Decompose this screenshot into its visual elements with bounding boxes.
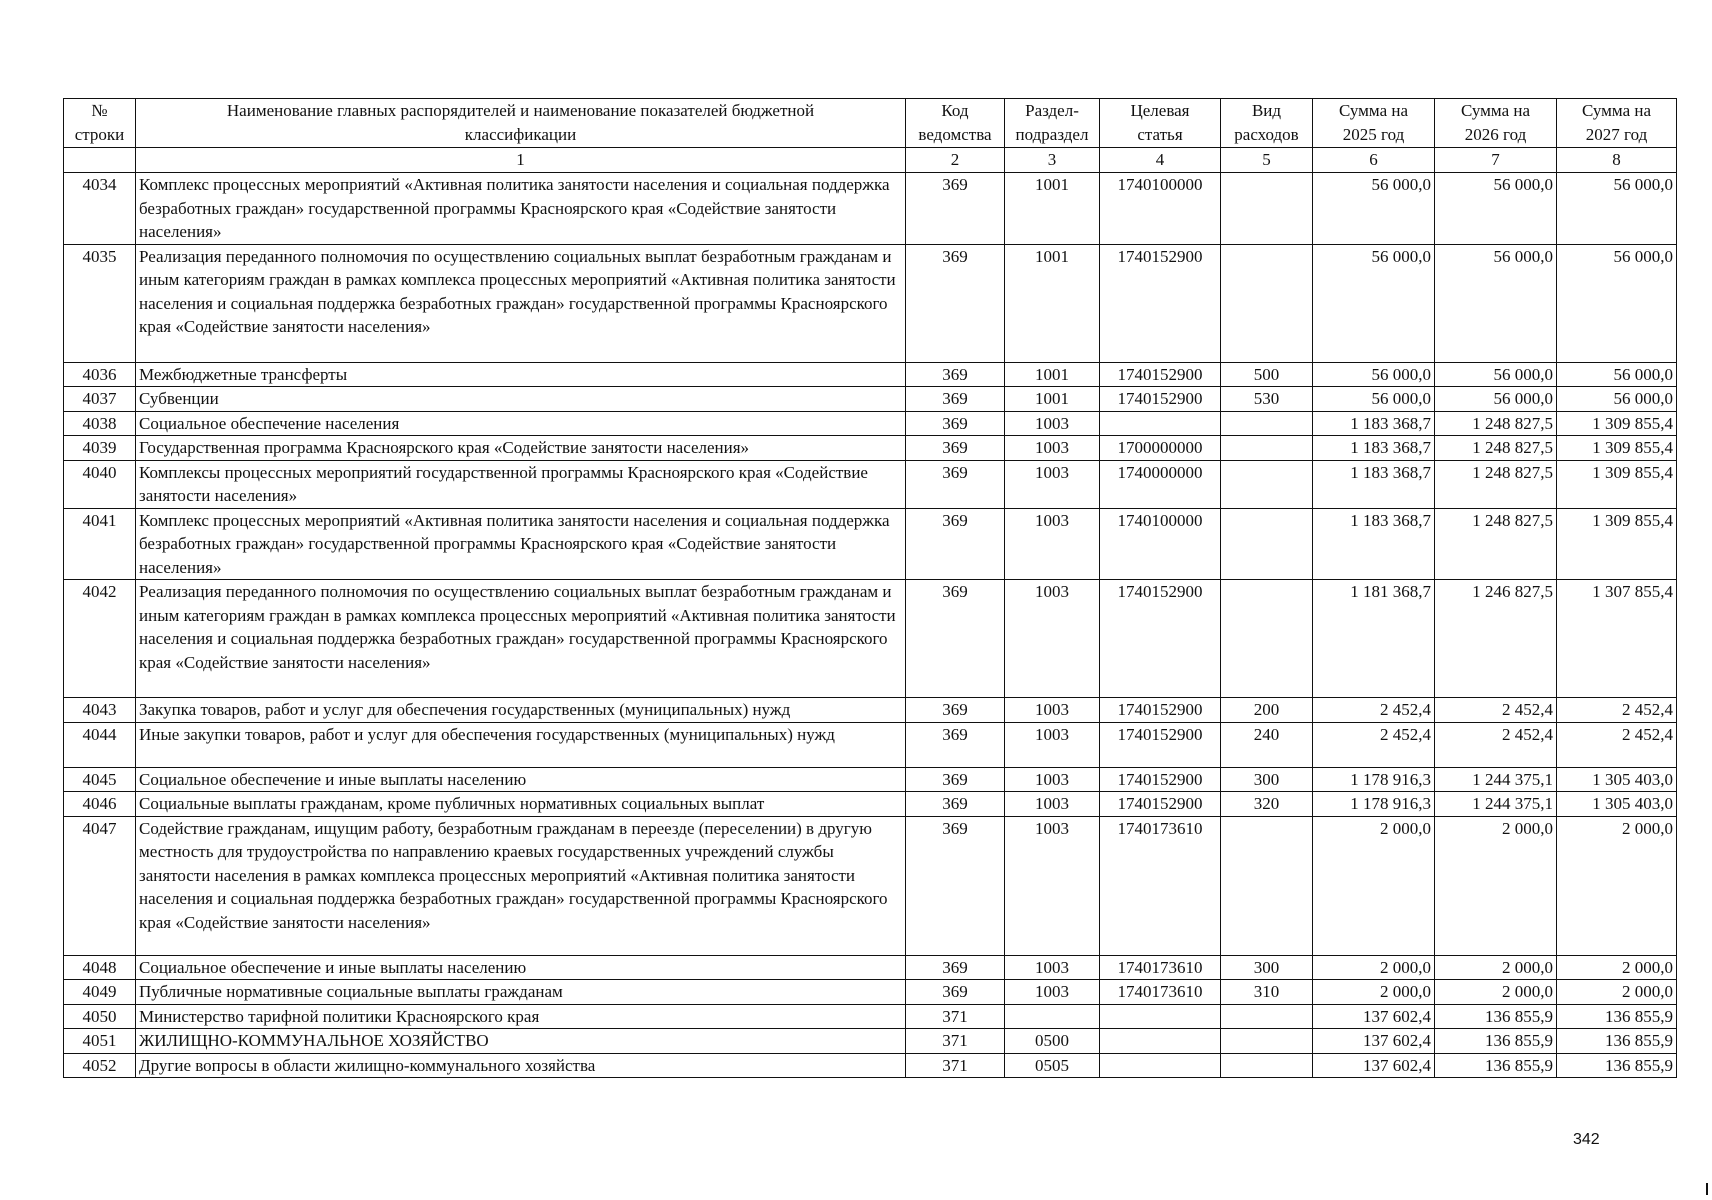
sum-2025: 1 183 368,7	[1313, 411, 1435, 436]
sum-2025: 2 452,4	[1313, 698, 1435, 723]
department-code: 369	[906, 792, 1005, 817]
department-code: 371	[906, 1029, 1005, 1054]
sum-2026: 1 248 827,5	[1435, 411, 1557, 436]
sum-2025: 1 183 368,7	[1313, 460, 1435, 508]
sum-2025: 2 000,0	[1313, 816, 1435, 955]
header-target-article: Целевая статья	[1100, 99, 1221, 148]
department-code: 369	[906, 244, 1005, 362]
table-row	[64, 767, 1677, 792]
sum-2027: 2 452,4	[1557, 698, 1677, 723]
sum-2025: 2 000,0	[1313, 955, 1435, 980]
row-name: Межбюджетные трансферты	[136, 362, 906, 387]
row-number: 4036	[64, 362, 136, 387]
row-name: Министерство тарифной политики Красноярского края	[136, 1004, 906, 1029]
header-sum-2026: Сумма на 2026 год	[1435, 99, 1557, 148]
table-row	[64, 460, 1677, 508]
sum-2025: 1 178 916,3	[1313, 792, 1435, 817]
expense-type	[1221, 580, 1313, 698]
row-number: 4039	[64, 436, 136, 461]
table-row	[64, 173, 1677, 245]
column-number: 6	[1313, 148, 1435, 173]
header-sum-2025: Сумма на 2025 год	[1313, 99, 1435, 148]
header-section: Раздел- подраздел	[1005, 99, 1100, 148]
section-code: 1001	[1005, 362, 1100, 387]
sum-2026: 136 855,9	[1435, 1029, 1557, 1054]
sum-2026: 1 246 827,5	[1435, 580, 1557, 698]
department-code: 369	[906, 362, 1005, 387]
department-code: 369	[906, 722, 1005, 767]
sum-2026: 1 248 827,5	[1435, 460, 1557, 508]
section-code: 1003	[1005, 722, 1100, 767]
target-article	[1100, 1029, 1221, 1054]
row-name: ЖИЛИЩНО-КОММУНАЛЬНОЕ ХОЗЯЙСТВО	[136, 1029, 906, 1054]
header-department-code: Код ведомства	[906, 99, 1005, 148]
page-number: 342	[1573, 1131, 1600, 1148]
section-code: 1003	[1005, 767, 1100, 792]
expense-type	[1221, 244, 1313, 362]
target-article	[1100, 411, 1221, 436]
section-code	[1005, 1004, 1100, 1029]
department-code: 369	[906, 767, 1005, 792]
table-row	[64, 508, 1677, 580]
expense-type: 300	[1221, 955, 1313, 980]
sum-2027: 2 000,0	[1557, 980, 1677, 1005]
sum-2026: 136 855,9	[1435, 1004, 1557, 1029]
target-article: 1700000000	[1100, 436, 1221, 461]
expense-type	[1221, 1053, 1313, 1078]
sum-2026: 56 000,0	[1435, 173, 1557, 245]
expense-type: 300	[1221, 767, 1313, 792]
table-body	[64, 173, 1677, 1078]
sum-2027: 136 855,9	[1557, 1053, 1677, 1078]
table-row	[64, 955, 1677, 980]
table-row	[64, 580, 1677, 698]
expense-type	[1221, 436, 1313, 461]
column-number: 7	[1435, 148, 1557, 173]
column-number: 3	[1005, 148, 1100, 173]
target-article: 1740173610	[1100, 980, 1221, 1005]
sum-2026: 1 248 827,5	[1435, 508, 1557, 580]
department-code: 369	[906, 955, 1005, 980]
target-article: 1740152900	[1100, 767, 1221, 792]
row-name: Социальные выплаты гражданам, кроме публичных нормативных социальных выплат	[136, 792, 906, 817]
expense-type	[1221, 816, 1313, 955]
department-code: 369	[906, 411, 1005, 436]
row-number: 4047	[64, 816, 136, 955]
target-article: 1740100000	[1100, 173, 1221, 245]
sum-2025: 1 183 368,7	[1313, 436, 1435, 461]
budget-table	[63, 98, 1677, 1078]
section-code: 1003	[1005, 460, 1100, 508]
sum-2027: 136 855,9	[1557, 1029, 1677, 1054]
header-row-number: № строки	[64, 99, 136, 148]
sum-2027: 56 000,0	[1557, 387, 1677, 412]
row-number: 4044	[64, 722, 136, 767]
row-number: 4043	[64, 698, 136, 723]
column-numbers-row	[64, 148, 1677, 173]
sum-2025: 137 602,4	[1313, 1004, 1435, 1029]
section-code: 1003	[1005, 980, 1100, 1005]
sum-2025: 137 602,4	[1313, 1029, 1435, 1054]
sum-2026: 1 244 375,1	[1435, 767, 1557, 792]
column-number: 2	[906, 148, 1005, 173]
table-row	[64, 1029, 1677, 1054]
sum-2027: 1 309 855,4	[1557, 411, 1677, 436]
row-name: Иные закупки товаров, работ и услуг для обеспечения государственных (муниципальных) нужд	[136, 722, 906, 767]
sum-2026: 2 000,0	[1435, 955, 1557, 980]
column-number: 1	[136, 148, 906, 173]
expense-type	[1221, 460, 1313, 508]
department-code: 369	[906, 698, 1005, 723]
row-number: 4052	[64, 1053, 136, 1078]
expense-type	[1221, 1029, 1313, 1054]
sum-2025: 137 602,4	[1313, 1053, 1435, 1078]
expense-type	[1221, 173, 1313, 245]
sum-2026: 2 452,4	[1435, 698, 1557, 723]
row-name: Реализация переданного полномочия по осуществлению социальных выплат безработным гражданам и иным категориям граждан в рамках комплекса процессных мероприятий «Активная политика занятости населения и социальная поддержка безработных граждан» государственной программы Красноярского края «Содействие занятости населения»	[136, 244, 906, 362]
scan-edge-mark	[1706, 1183, 1708, 1195]
target-article: 1740000000	[1100, 460, 1221, 508]
department-code: 369	[906, 580, 1005, 698]
expense-type	[1221, 411, 1313, 436]
row-number: 4034	[64, 173, 136, 245]
row-number: 4038	[64, 411, 136, 436]
target-article: 1740100000	[1100, 508, 1221, 580]
section-code: 1003	[1005, 411, 1100, 436]
section-code: 0500	[1005, 1029, 1100, 1054]
column-number	[64, 148, 136, 173]
sum-2027: 56 000,0	[1557, 173, 1677, 245]
expense-type: 500	[1221, 362, 1313, 387]
sum-2027: 2 000,0	[1557, 955, 1677, 980]
row-number: 4049	[64, 980, 136, 1005]
sum-2026: 2 000,0	[1435, 980, 1557, 1005]
row-number: 4051	[64, 1029, 136, 1054]
section-code: 1001	[1005, 244, 1100, 362]
table-row	[64, 698, 1677, 723]
sum-2025: 56 000,0	[1313, 387, 1435, 412]
section-code: 1001	[1005, 173, 1100, 245]
section-code: 1003	[1005, 792, 1100, 817]
row-number: 4048	[64, 955, 136, 980]
header-row	[64, 99, 1677, 148]
section-code: 1003	[1005, 698, 1100, 723]
target-article: 1740152900	[1100, 698, 1221, 723]
expense-type: 320	[1221, 792, 1313, 817]
department-code: 369	[906, 980, 1005, 1005]
expense-type: 530	[1221, 387, 1313, 412]
sum-2026: 1 244 375,1	[1435, 792, 1557, 817]
table-row	[64, 792, 1677, 817]
section-code: 1003	[1005, 508, 1100, 580]
target-article: 1740152900	[1100, 244, 1221, 362]
table-row	[64, 1053, 1677, 1078]
sum-2025: 56 000,0	[1313, 362, 1435, 387]
row-name: Социальное обеспечение и иные выплаты населению	[136, 767, 906, 792]
sum-2025: 56 000,0	[1313, 173, 1435, 245]
row-number: 4042	[64, 580, 136, 698]
sum-2026: 136 855,9	[1435, 1053, 1557, 1078]
section-code: 1001	[1005, 387, 1100, 412]
row-name: Субвенции	[136, 387, 906, 412]
column-number: 8	[1557, 148, 1677, 173]
target-article: 1740152900	[1100, 362, 1221, 387]
expense-type: 240	[1221, 722, 1313, 767]
sum-2027: 1 305 403,0	[1557, 792, 1677, 817]
section-code: 1003	[1005, 436, 1100, 461]
sum-2025: 2 452,4	[1313, 722, 1435, 767]
sum-2025: 1 181 368,7	[1313, 580, 1435, 698]
header-name: Наименование главных распорядителей и наименование показателей бюджетной классификации	[136, 99, 906, 148]
department-code: 369	[906, 816, 1005, 955]
sum-2027: 2 000,0	[1557, 816, 1677, 955]
table-row	[64, 362, 1677, 387]
sum-2026: 56 000,0	[1435, 362, 1557, 387]
sum-2025: 2 000,0	[1313, 980, 1435, 1005]
sum-2027: 1 309 855,4	[1557, 436, 1677, 461]
row-number: 4035	[64, 244, 136, 362]
sum-2027: 1 307 855,4	[1557, 580, 1677, 698]
target-article: 1740152900	[1100, 722, 1221, 767]
row-name: Комплекс процессных мероприятий «Активная политика занятости населения и социальная поддержка безработных граждан» государственной программы Красноярского края «Содействие занятости населения»	[136, 508, 906, 580]
section-code: 0505	[1005, 1053, 1100, 1078]
sum-2025: 1 178 916,3	[1313, 767, 1435, 792]
row-number: 4040	[64, 460, 136, 508]
target-article	[1100, 1053, 1221, 1078]
target-article	[1100, 1004, 1221, 1029]
expense-type	[1221, 1004, 1313, 1029]
row-name: Комплексы процессных мероприятий государственной программы Красноярского края «Содействие занятости населения»	[136, 460, 906, 508]
row-number: 4050	[64, 1004, 136, 1029]
target-article: 1740173610	[1100, 955, 1221, 980]
sum-2027: 56 000,0	[1557, 362, 1677, 387]
row-name: Закупка товаров, работ и услуг для обеспечения государственных (муниципальных) нужд	[136, 698, 906, 723]
department-code: 371	[906, 1053, 1005, 1078]
table-row	[64, 244, 1677, 362]
sum-2025: 1 183 368,7	[1313, 508, 1435, 580]
target-article: 1740152900	[1100, 387, 1221, 412]
department-code: 369	[906, 173, 1005, 245]
row-name: Публичные нормативные социальные выплаты гражданам	[136, 980, 906, 1005]
row-name: Государственная программа Красноярского края «Содействие занятости населения»	[136, 436, 906, 461]
sum-2026: 2 000,0	[1435, 816, 1557, 955]
sum-2027: 1 305 403,0	[1557, 767, 1677, 792]
department-code: 369	[906, 508, 1005, 580]
table-row	[64, 816, 1677, 955]
sum-2027: 56 000,0	[1557, 244, 1677, 362]
target-article: 1740152900	[1100, 792, 1221, 817]
department-code: 369	[906, 436, 1005, 461]
row-name: Реализация переданного полномочия по осуществлению социальных выплат безработным гражданам и иным категориям граждан в рамках комплекса процессных мероприятий «Активная политика занятости населения и социальная поддержка безработных граждан» государственной программы Красноярского края «Содействие занятости населения»	[136, 580, 906, 698]
column-number: 5	[1221, 148, 1313, 173]
section-code: 1003	[1005, 580, 1100, 698]
sum-2026: 1 248 827,5	[1435, 436, 1557, 461]
table-row	[64, 980, 1677, 1005]
row-name: Другие вопросы в области жилищно-коммунального хозяйства	[136, 1053, 906, 1078]
section-code: 1003	[1005, 816, 1100, 955]
row-number: 4041	[64, 508, 136, 580]
header-expense-type: Вид расходов	[1221, 99, 1313, 148]
sum-2026: 2 452,4	[1435, 722, 1557, 767]
sum-2026: 56 000,0	[1435, 244, 1557, 362]
department-code: 369	[906, 460, 1005, 508]
target-article: 1740173610	[1100, 816, 1221, 955]
table-row	[64, 722, 1677, 767]
table-row	[64, 436, 1677, 461]
department-code: 369	[906, 387, 1005, 412]
section-code: 1003	[1005, 955, 1100, 980]
expense-type	[1221, 508, 1313, 580]
header-sum-2027: Сумма на 2027 год	[1557, 99, 1677, 148]
sum-2027: 136 855,9	[1557, 1004, 1677, 1029]
sum-2027: 1 309 855,4	[1557, 460, 1677, 508]
row-name: Комплекс процессных мероприятий «Активная политика занятости населения и социальная поддержка безработных граждан» государственной программы Красноярского края «Содействие занятости населения»	[136, 173, 906, 245]
sum-2026: 56 000,0	[1435, 387, 1557, 412]
sum-2027: 2 452,4	[1557, 722, 1677, 767]
table-row	[64, 411, 1677, 436]
row-number: 4037	[64, 387, 136, 412]
expense-type: 200	[1221, 698, 1313, 723]
target-article: 1740152900	[1100, 580, 1221, 698]
expense-type: 310	[1221, 980, 1313, 1005]
row-name: Социальное обеспечение населения	[136, 411, 906, 436]
table-row	[64, 387, 1677, 412]
row-name: Социальное обеспечение и иные выплаты населению	[136, 955, 906, 980]
sum-2025: 56 000,0	[1313, 244, 1435, 362]
table-row	[64, 1004, 1677, 1029]
column-number: 4	[1100, 148, 1221, 173]
row-number: 4046	[64, 792, 136, 817]
sum-2027: 1 309 855,4	[1557, 508, 1677, 580]
row-number: 4045	[64, 767, 136, 792]
row-name: Содействие гражданам, ищущим работу, безработным гражданам в переезде (переселении) в другую местность для трудоустройства по направлению краевых государственных учреждений службы занятости населения в рамках комплекса процессных мероприятий «Активная политика занятости населения и социальная поддержка безработных граждан» государственной программы Красноярского края «Содействие занятости населения»	[136, 816, 906, 955]
department-code: 371	[906, 1004, 1005, 1029]
